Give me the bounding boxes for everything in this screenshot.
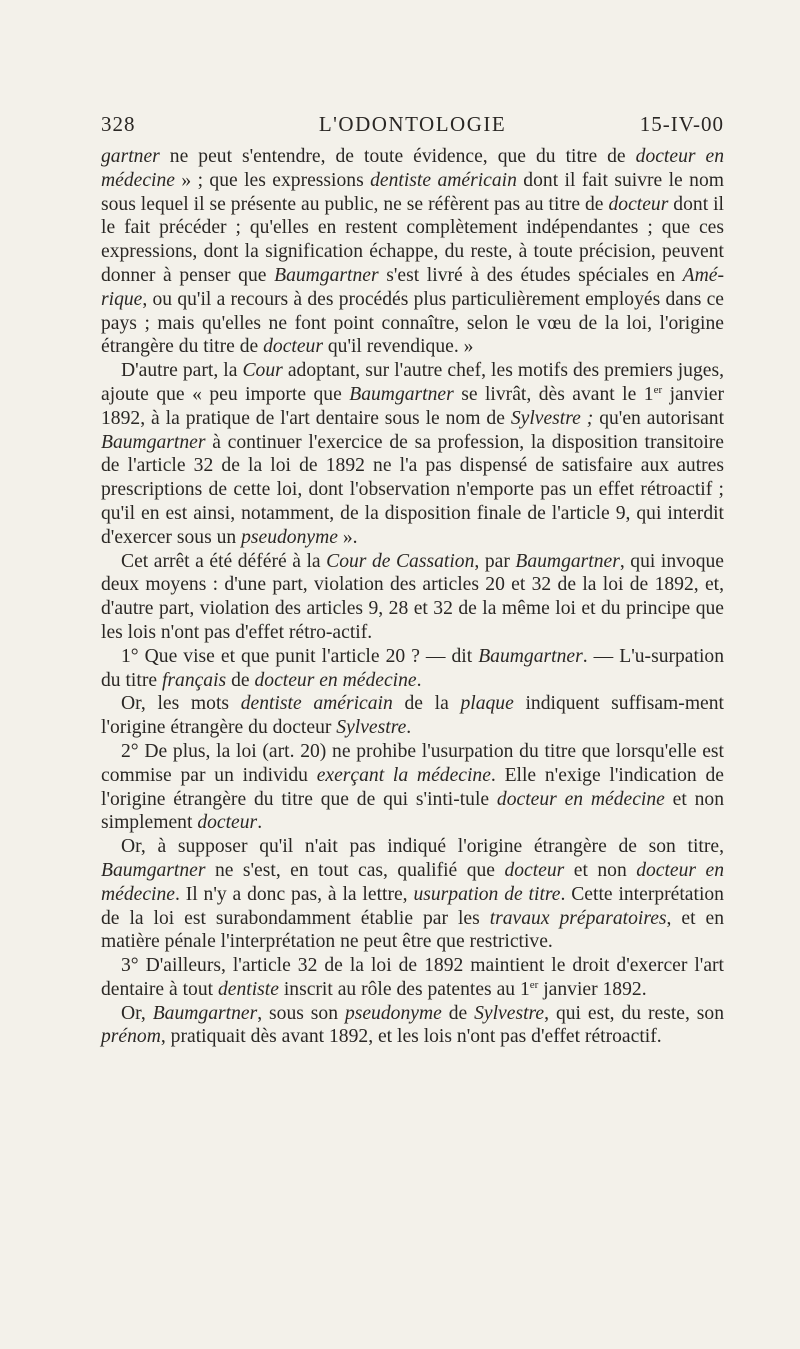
- text-run: janvier 1892, à la pratique de l'art dentaire sous le nom de: [101, 383, 724, 429]
- italic-run: Baumgartner: [349, 383, 454, 405]
- text-run: , qui est, du reste, son: [544, 1002, 725, 1024]
- text-run: Or, les mots: [121, 693, 241, 715]
- italic-run: gartner: [101, 146, 160, 167]
- italic-run: Cour de Cassation: [326, 550, 475, 572]
- italic-run: Cour: [242, 360, 283, 382]
- text-run: . — L'u-surpation du titre: [101, 645, 724, 691]
- text-run: Or, à supposer qu'il n'ait pas indiqué l'origine étrangère de son titre,: [121, 836, 724, 858]
- paragraph: [101, 740, 724, 835]
- text-run: inscrit au rôle des patentes au 1: [278, 978, 530, 1000]
- superscript: er: [653, 383, 663, 396]
- running-header: [101, 112, 724, 140]
- text-run: qu'il revendique. »: [322, 336, 474, 358]
- text-run: ne peut s'entendre, de toute évidence, que du titre de: [159, 146, 636, 167]
- text-run: dont il le fait précéder ; qu'elles en restent complètement indépendantes ; que ces expressions, dont la signification échappe, du reste, à toute précision, peuvent donner à penser que: [101, 193, 724, 286]
- italic-run: Sylvestre: [336, 717, 407, 739]
- paragraph: [101, 145, 724, 359]
- text-run: ne s'est, en tout cas, qualifié que: [205, 859, 505, 881]
- text-run: , pratiquait dès avant 1892, et les lois n'ont pas d'effet rétroactif.: [160, 1026, 662, 1048]
- paragraph: [101, 835, 724, 954]
- italic-run: dentiste américain: [370, 169, 517, 191]
- italic-run: Baumgartner: [101, 859, 206, 881]
- text-run: de: [226, 669, 255, 691]
- page-number: 328: [101, 112, 136, 136]
- italic-run: plaque: [460, 693, 514, 715]
- text-run: Or,: [121, 1002, 153, 1024]
- text-run: . Elle n'exige l'indication de l'origine étrangère du titre que de qui s'inti-tule: [101, 764, 724, 810]
- italic-run: usurpation de titre: [413, 883, 561, 905]
- text-run: , sous son: [257, 1002, 345, 1024]
- text-run: 1° Que vise et que punit l'article 20 ? — dit: [121, 645, 479, 667]
- text-run: Cet arrêt a été déféré à la: [121, 550, 327, 572]
- text-run: » ; que les expressions: [174, 169, 371, 191]
- journal-title: L'ODONTOLOGIE: [318, 112, 507, 136]
- italic-run: Baumgartner: [515, 550, 620, 572]
- text-run: adoptant, sur l'autre chef, les motifs des premiers juges, ajoute que « peu importe que: [101, 360, 724, 405]
- issue-date: 15-IV-00: [639, 112, 724, 136]
- italic-run: Baumgartner: [478, 645, 583, 667]
- italic-run: Sylvestre ;: [510, 407, 594, 429]
- italic-run: docteur en médecine: [101, 146, 724, 191]
- italic-run: Baumgartner: [274, 264, 379, 286]
- italic-run: Amé-rique: [101, 264, 724, 310]
- italic-run: français: [161, 669, 227, 691]
- text-run: et non simplement: [101, 788, 724, 834]
- paragraph: [101, 645, 724, 693]
- italic-run: docteur: [263, 336, 323, 358]
- superscript: er: [529, 978, 539, 991]
- paragraph: [101, 1002, 724, 1050]
- text-run: .: [257, 812, 263, 834]
- italic-run: docteur: [504, 859, 565, 881]
- text-run: , par: [474, 550, 516, 572]
- paragraph: [101, 692, 724, 740]
- italic-run: dentiste américain: [240, 693, 393, 715]
- italic-run: dentiste: [217, 978, 279, 1000]
- text-run: .: [416, 669, 422, 691]
- italic-run: exerçant la médecine: [316, 764, 491, 786]
- text-run: dont il fait suivre le nom sous lequel il se présente au public, ne se réfèrent pas au titre de: [101, 169, 724, 215]
- text-run: , qui invoque deux moyens : d'une part, violation des articles 20 et 32 de la loi de 1892, et, d'autre part, violation des articles 9, 28 et 32 de la même loi et du principe que les lois n'ont pas d'effet rétro-actif.: [101, 550, 724, 643]
- text-run: , ou qu'il a recours à des procédés plus particulièrement employés dans ce pays ; mais qu'elles ne font point connaître, selon le vœu de la loi, l'origine étrangère du titre de: [101, 288, 724, 358]
- italic-run: docteur en médecine: [254, 669, 417, 691]
- text-run: de la: [392, 693, 461, 715]
- text-run: 3° D'ailleurs, l'article 32 de la loi de 1892 maintient le droit d'exercer l'art dentaire à tout: [101, 955, 724, 1000]
- body-text: [101, 145, 724, 1049]
- paragraph: [101, 550, 724, 645]
- italic-run: Baumgartner: [152, 1002, 258, 1024]
- text-run: à continuer l'exercice de sa profession, la disposition transitoire de l'article 32 de la loi de 1892 ne l'a pas dispensé de satisfaire aux autres prescriptions de cette loi, dont l'observation n'emporte pas un effet rétroactif ; qu'il en est ainsi, notamment, de la disposition finale de l'article 9, qui interdit d'exercer sous un: [101, 431, 724, 548]
- text-run: qu'en autorisant: [593, 407, 725, 429]
- text-run: se livrât, dès avant le 1: [453, 383, 654, 405]
- paragraph: [101, 359, 724, 549]
- paragraph: [101, 954, 724, 1002]
- text-run: D'autre part, la: [121, 360, 243, 382]
- italic-run: docteur: [197, 812, 258, 834]
- italic-run: travaux préparatoires: [489, 907, 667, 929]
- italic-run: Sylvestre: [474, 1002, 545, 1024]
- text-run: ».: [337, 526, 358, 548]
- italic-run: docteur en médecine: [496, 788, 665, 810]
- text-run: indiquent suffisam-ment l'origine étrangère du docteur: [101, 693, 724, 739]
- italic-run: docteur: [608, 193, 669, 215]
- italic-run: pseudonyme: [344, 1002, 442, 1024]
- text-run: s'est livré à des études spéciales en: [378, 264, 683, 286]
- italic-run: pseudonyme: [241, 526, 338, 548]
- text-run: janvier 1892.: [538, 978, 647, 1000]
- text-run: . Il n'y a donc pas, à la lettre,: [174, 883, 414, 905]
- text-run: 2° De plus, la loi (art. 20) ne prohibe l'usurpation du titre que lorsqu'elle est commise par un individu: [101, 740, 724, 786]
- italic-run: prénom: [101, 1026, 161, 1048]
- italic-run: Baumgartner: [101, 431, 206, 453]
- text-run: et non: [564, 859, 637, 881]
- text-run: , et en matière pénale l'interprétation ne peut être que restrictive.: [101, 907, 724, 953]
- text-run: . Cette interprétation de la loi est surabondamment établie par les: [101, 883, 724, 929]
- italic-run: docteur en médecine: [101, 859, 724, 905]
- text-run: .: [406, 717, 412, 739]
- text-run: de: [441, 1002, 475, 1024]
